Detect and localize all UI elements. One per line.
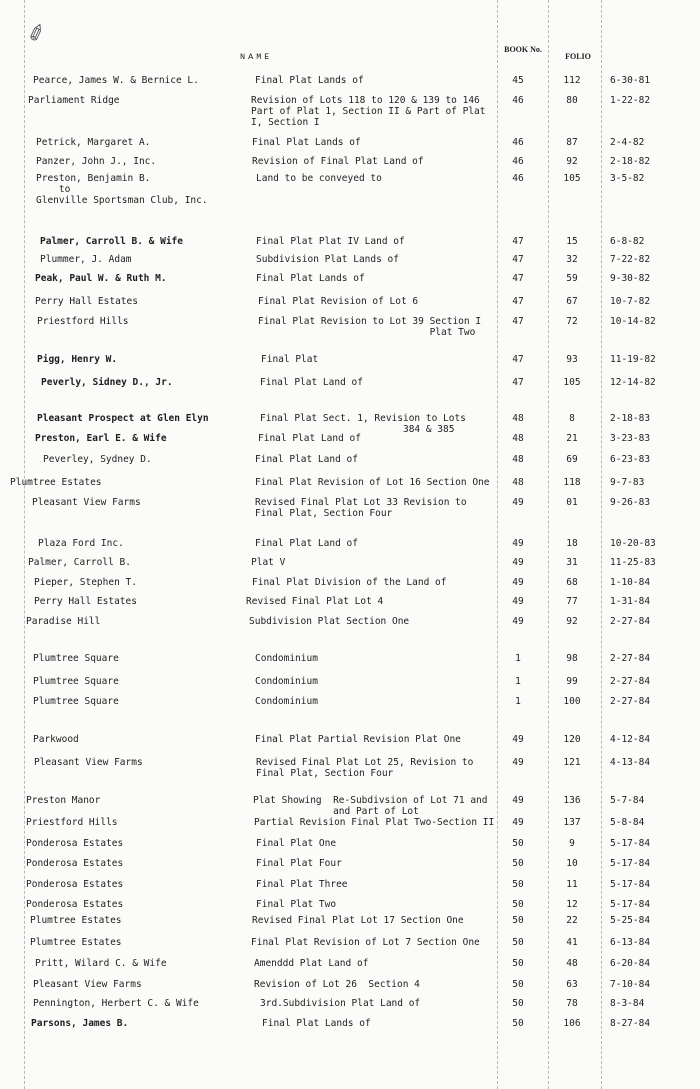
row-folio-number: 12: [566, 899, 578, 910]
row-name: Ponderosa Estates: [26, 858, 124, 869]
row-description: Revised Final Plat Lot 17 Section One: [252, 915, 464, 926]
row-folio-number: 93: [566, 354, 578, 365]
row-date: 5-25-84: [610, 915, 651, 926]
row-book-number: 50: [512, 838, 524, 849]
row-folio-number: 118: [563, 477, 581, 488]
row-date: 4-12-84: [610, 734, 651, 745]
row-name: Paradise Hill: [26, 616, 101, 627]
row-date: 10-14-82: [610, 316, 656, 327]
row-description: Amenddd Plat Land of: [254, 958, 369, 969]
row-date: 6-23-83: [610, 454, 651, 465]
row-date: 6-20-84: [610, 958, 651, 969]
row-folio-number: 63: [566, 979, 578, 990]
row-date: 2-18-82: [610, 156, 651, 167]
row-description: Revision of Final Plat Land of: [252, 156, 424, 167]
row-date: 5-7-84: [610, 795, 645, 806]
row-book-number: 49: [512, 596, 524, 607]
row-book-number: 49: [512, 817, 524, 828]
row-book-number: 47: [512, 354, 524, 365]
row-folio-number: 98: [566, 653, 578, 664]
row-book-number: 49: [512, 497, 524, 508]
column-header-folio: FOLIO: [565, 52, 591, 61]
row-book-number: 46: [512, 173, 524, 184]
column-header-name: NAME: [240, 52, 273, 62]
row-date: 3-5-82: [610, 173, 645, 184]
row-name: Ponderosa Estates: [26, 899, 124, 910]
row-description: Final Plat: [261, 354, 319, 365]
row-name: Perry Hall Estates: [35, 296, 138, 307]
row-book-number: 49: [512, 616, 524, 627]
row-date: 6-13-84: [610, 937, 651, 948]
row-description: Condominium: [255, 653, 318, 664]
row-book-number: 47: [512, 273, 524, 284]
row-description: Plat Showing Re-Subdivsion of Lot 71 and and Part of Lot: [253, 795, 488, 817]
row-folio-number: 41: [566, 937, 578, 948]
row-description: Land to be conveyed to: [256, 173, 382, 184]
row-description: Final Plat Revision of Lot 6: [258, 296, 419, 307]
row-name: Pearce, James W. & Bernice L.: [33, 75, 199, 86]
row-folio-number: 112: [563, 75, 581, 86]
row-folio-number: 121: [563, 757, 581, 768]
row-name: Plummer, J. Adam: [40, 254, 132, 265]
row-folio-number: 32: [566, 254, 578, 265]
date-column-rule: [601, 0, 602, 1089]
row-folio-number: 59: [566, 273, 578, 284]
row-folio-number: 99: [566, 676, 578, 687]
row-book-number: 50: [512, 958, 524, 969]
row-name: Pieper, Stephen T.: [34, 577, 137, 588]
row-book-number: 49: [512, 757, 524, 768]
row-folio-number: 87: [566, 137, 578, 148]
row-date: 2-27-84: [610, 616, 651, 627]
row-book-number: 46: [512, 156, 524, 167]
row-book-number: 49: [512, 734, 524, 745]
row-name: Priestford Hills: [37, 316, 129, 327]
row-date: 9-26-83: [610, 497, 651, 508]
row-name: Perry Hall Estates: [34, 596, 137, 607]
row-book-number: 48: [512, 454, 524, 465]
row-date: 7-10-84: [610, 979, 651, 990]
row-date: 2-18-83: [610, 413, 651, 424]
row-book-number: 46: [512, 95, 524, 106]
row-description: Final Plat One: [256, 838, 337, 849]
row-folio-number: 77: [566, 596, 578, 607]
row-folio-number: 72: [566, 316, 578, 327]
row-date: 12-14-82: [610, 377, 656, 388]
row-folio-number: 68: [566, 577, 578, 588]
row-folio-number: 01: [566, 497, 578, 508]
row-name: Plumtree Square: [33, 653, 119, 664]
row-book-number: 49: [512, 577, 524, 588]
row-name: Pleasant View Farms: [33, 979, 142, 990]
row-description: Subdivision Plat Lands of: [256, 254, 399, 265]
row-book-number: 1: [515, 676, 521, 687]
row-description: Final Plat Division of the Land of: [252, 577, 447, 588]
row-description: Final Plat Plat IV Land of: [256, 236, 405, 247]
column-header-book: BOOK No.: [504, 45, 542, 54]
row-date: 11-25-83: [610, 557, 656, 568]
row-date: 3-23-83: [610, 433, 651, 444]
row-date: 2-27-84: [610, 676, 651, 687]
row-book-number: 47: [512, 236, 524, 247]
row-book-number: 49: [512, 795, 524, 806]
row-book-number: 50: [512, 1018, 524, 1029]
row-name: Preston, Benjamin B. to Glenville Sportsman Club, Inc.: [36, 173, 208, 206]
row-folio-number: 8: [569, 413, 575, 424]
row-folio-number: 92: [566, 616, 578, 627]
row-folio-number: 22: [566, 915, 578, 926]
left-margin-line: [24, 0, 25, 1089]
row-folio-number: 137: [563, 817, 581, 828]
row-folio-number: 9: [569, 838, 575, 849]
row-description: Final Plat Land of: [255, 538, 358, 549]
row-book-number: 48: [512, 433, 524, 444]
row-name: Peak, Paul W. & Ruth M.: [35, 273, 167, 284]
row-name: Plumtree Estates: [30, 937, 122, 948]
row-book-number: 50: [512, 937, 524, 948]
row-date: 1-10-84: [610, 577, 651, 588]
row-name: Panzer, John J., Inc.: [36, 156, 157, 167]
row-folio-number: 11: [566, 879, 578, 890]
row-description: Final Plat Land of: [258, 433, 361, 444]
row-book-number: 1: [515, 696, 521, 707]
row-folio-number: 100: [563, 696, 581, 707]
row-book-number: 50: [512, 858, 524, 869]
row-book-number: 47: [512, 377, 524, 388]
row-folio-number: 10: [566, 858, 578, 869]
row-date: 1-22-82: [610, 95, 651, 106]
row-description: Final Plat Revision of Lot 7 Section One: [251, 937, 480, 948]
row-date: 5-17-84: [610, 899, 651, 910]
row-book-number: 45: [512, 75, 524, 86]
row-name: Peverley, Sydney D.: [43, 454, 152, 465]
row-date: 11-19-82: [610, 354, 656, 365]
row-date: 5-17-84: [610, 879, 651, 890]
row-name: Palmer, Carroll B. & Wife: [40, 236, 183, 247]
row-date: 8-3-84: [610, 998, 645, 1009]
row-folio-number: 21: [566, 433, 578, 444]
row-date: 5-17-84: [610, 838, 651, 849]
row-book-number: 48: [512, 477, 524, 488]
row-name: Plaza Ford Inc.: [38, 538, 124, 549]
row-description: Plat V: [251, 557, 286, 568]
row-description: Subdivision Plat Section One: [249, 616, 410, 627]
row-book-number: 50: [512, 879, 524, 890]
row-description: Final Plat Lands of: [255, 75, 364, 86]
row-book-number: 1: [515, 653, 521, 664]
row-book-number: 46: [512, 137, 524, 148]
row-folio-number: 136: [563, 795, 581, 806]
row-description: Final Plat Revision to Lot 39 Section I Plat Two: [258, 316, 482, 338]
row-name: Plumtree Square: [33, 696, 119, 707]
row-book-number: 50: [512, 915, 524, 926]
row-date: 7-22-82: [610, 254, 651, 265]
row-book-number: 50: [512, 998, 524, 1009]
row-date: 6-8-82: [610, 236, 645, 247]
row-name: Parkwood: [33, 734, 79, 745]
row-date: 2-27-84: [610, 696, 651, 707]
row-name: Preston Manor: [26, 795, 101, 806]
row-book-number: 47: [512, 316, 524, 327]
row-description: Final Plat Lands of: [256, 273, 365, 284]
row-description: Revised Final Plat Lot 4: [246, 596, 384, 607]
row-name: Pigg, Henry W.: [37, 354, 118, 365]
row-date: 6-30-81: [610, 75, 651, 86]
row-folio-number: 80: [566, 95, 578, 106]
row-folio-number: 92: [566, 156, 578, 167]
row-book-number: 49: [512, 557, 524, 568]
row-name: Plumtree Estates: [30, 915, 122, 926]
row-book-number: 47: [512, 296, 524, 307]
row-date: 5-8-84: [610, 817, 645, 828]
row-description: Condominium: [255, 696, 318, 707]
row-description: Revised Final Plat Lot 25, Revision to Final Plat, Section Four: [256, 757, 474, 779]
row-description: Final Plat Land of: [255, 454, 358, 465]
row-folio-number: 106: [563, 1018, 581, 1029]
row-folio-number: 48: [566, 958, 578, 969]
row-date: 8-27-84: [610, 1018, 651, 1029]
row-description: Final Plat Two: [256, 899, 337, 910]
row-folio-number: 105: [563, 377, 581, 388]
row-name: Pennington, Herbert C. & Wife: [33, 998, 199, 1009]
row-name: Preston, Earl E. & Wife: [35, 433, 167, 444]
row-date: 4-13-84: [610, 757, 651, 768]
row-description: Final Plat Revision of Lot 16 Section One: [255, 477, 490, 488]
row-description: Final Plat Partial Revision Plat One: [255, 734, 461, 745]
row-book-number: 48: [512, 413, 524, 424]
row-description: Revised Final Plat Lot 33 Revision to Final Plat, Section Four: [255, 497, 467, 519]
row-description: Final Plat Lands of: [262, 1018, 371, 1029]
row-date: 9-7-83: [610, 477, 645, 488]
row-description: Condominium: [255, 676, 318, 687]
row-description: Final Plat Four: [256, 858, 342, 869]
row-book-number: 50: [512, 899, 524, 910]
row-folio-number: 15: [566, 236, 578, 247]
row-name: Ponderosa Estates: [26, 879, 124, 890]
row-description: Revision of Lots 118 to 120 & 139 to 146 Part of Plat 1, Section II & Part of Plat I, Section I: [251, 95, 486, 128]
row-description: 3rd.Subdivision Plat Land of: [260, 998, 421, 1009]
row-name: Parsons, James B.: [31, 1018, 129, 1029]
row-folio-number: 67: [566, 296, 578, 307]
row-name: Pritt, Wilard C. & Wife: [35, 958, 167, 969]
row-folio-number: 31: [566, 557, 578, 568]
row-name: Priestford Hills: [26, 817, 118, 828]
row-date: 1-31-84: [610, 596, 651, 607]
row-name: Palmer, Carroll B.: [28, 557, 131, 568]
row-description: Partial Revision Final Plat Two-Section II: [254, 817, 495, 828]
row-name: Petrick, Margaret A.: [36, 137, 151, 148]
row-book-number: 47: [512, 254, 524, 265]
row-description: Final Plat Land of: [260, 377, 363, 388]
row-name: Plumtree Square: [33, 676, 119, 687]
row-folio-number: 105: [563, 173, 581, 184]
row-description: Final Plat Three: [256, 879, 348, 890]
row-date: 10-20-83: [610, 538, 656, 549]
row-name: Pleasant View Farms: [32, 497, 141, 508]
row-date: 9-30-82: [610, 273, 651, 284]
folio-column-rule: [548, 0, 549, 1089]
row-name: Ponderosa Estates: [26, 838, 124, 849]
row-date: 2-27-84: [610, 653, 651, 664]
row-name: Pleasant Prospect at Glen Elyn: [37, 413, 209, 424]
row-date: 10-7-82: [610, 296, 651, 307]
row-date: 2-4-82: [610, 137, 645, 148]
row-folio-number: 69: [566, 454, 578, 465]
row-name: Peverly, Sidney D., Jr.: [41, 377, 173, 388]
handwritten-mark-icon: ✐: [24, 19, 51, 50]
row-description: Final Plat Lands of: [252, 137, 361, 148]
row-description: Final Plat Sect. 1, Revision to Lots 384 & 385: [260, 413, 466, 435]
row-folio-number: 78: [566, 998, 578, 1009]
row-name: Pleasant View Farms: [34, 757, 143, 768]
row-book-number: 50: [512, 979, 524, 990]
row-name: Parliament Ridge: [28, 95, 120, 106]
row-description: Revision of Lot 26 Section 4: [254, 979, 420, 990]
row-date: 5-17-84: [610, 858, 651, 869]
row-book-number: 49: [512, 538, 524, 549]
row-name: Plumtree Estates: [10, 477, 102, 488]
row-folio-number: 18: [566, 538, 578, 549]
row-folio-number: 120: [563, 734, 581, 745]
